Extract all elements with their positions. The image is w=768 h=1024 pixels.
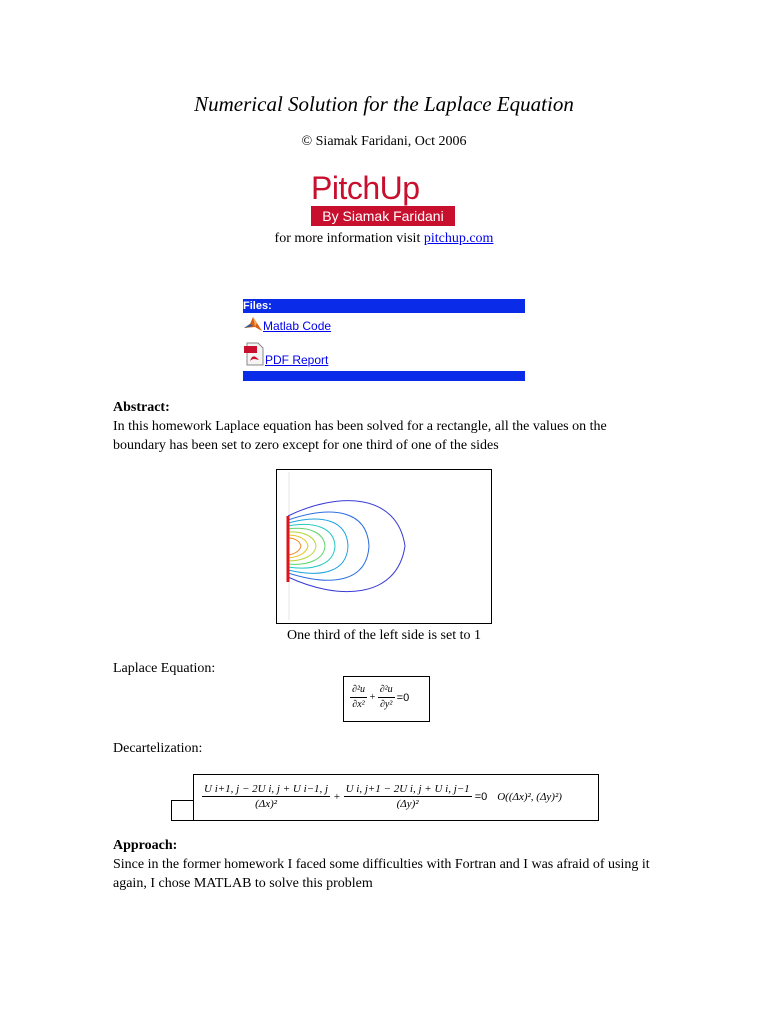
approach-heading: Approach: [113,838,178,853]
decart-order: O((Δx)², (Δy)²) [497,790,562,803]
laplace-term2-num: ∂²u [378,683,395,698]
pdf-icon [243,341,265,367]
decart-frac2-den: (Δy)² [396,798,419,810]
files-heading: Files: [243,299,525,313]
logo-name: PitchUp [311,170,420,206]
laplace-equation: $\frac{\text{∂²u}}{\text{∂x²}}$ + $\frac{\text{∂²u}}{\text{∂y²}}$ =0 [343,676,430,722]
decartelization-label: Decartelization: [113,741,203,756]
logo-tagline: By Siamak Faridani [311,206,455,226]
laplace-term1-num: ∂²u [350,683,367,698]
contour-plot-svg [277,470,491,623]
laplace-term2-den: ∂y² [379,699,393,710]
approach-text: Since in the former homework I faced some difficulties with Fortran and I was afraid of using it again, I chose MATLAB to solve this problem [113,857,650,891]
matlab-icon [243,315,263,333]
laplace-term1-den: ∂x² [352,699,365,710]
figure-caption: One third of the left side is set to 1 [286,628,482,643]
laplace-rhs: =0 [396,691,410,704]
files-footer-bar [243,371,525,381]
visit-line [0,231,768,247]
decart-frac2-num: U i, j+1 − 2U i, j + U i, j−1 [345,783,470,795]
files-box [243,299,525,383]
pitchup-logo[interactable] [311,170,455,226]
file-item-matlab[interactable] [243,315,331,333]
file-item-pdf[interactable] [243,341,328,367]
matlab-code-link[interactable]: Matlab Code [263,319,332,333]
decart-rhs: =0 [474,790,488,803]
pitchup-link[interactable]: pitchup.com [423,231,494,246]
visit-prefix: for more information visit [274,231,424,246]
abstract-text: In this homework Laplace equation has been solved for a rectangle, all the values on the boundary has been set to zero except for one third of one of the sides [113,419,607,453]
decartelization-equation: $\frac{\text{U i+1, j − 2U i, j + U i−1, j}}{\text{(Δx)²}}$ + $\frac{\text{U i, j+1 − 2U i, j + U i, j−1}}{\text{(Δy)²}}$ =0 O((Δx)², (Δy)²) [193,774,599,821]
pdf-report-link[interactable]: PDF Report [265,353,329,367]
abstract-heading: Abstract: [113,400,170,415]
decart-frac1-den: (Δx)² [255,798,278,810]
author-line: © Siamak Faridani, Oct 2006 [301,134,467,149]
equation-stub-box [171,800,194,821]
decart-frac1-num: U i+1, j − 2U i, j + U i−1, j [204,783,329,795]
document-title: Numerical Solution for the Laplace Equation [194,92,574,116]
laplace-label: Laplace Equation: [113,661,216,676]
contour-plot [276,469,492,624]
